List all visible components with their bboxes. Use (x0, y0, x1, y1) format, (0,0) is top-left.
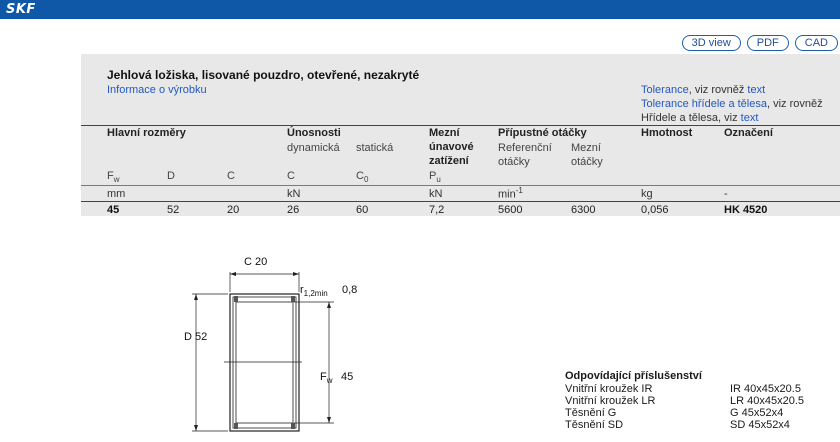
symbol-c-dynamic: C (287, 170, 295, 182)
header-lim-speed-1: Mezní (571, 142, 601, 154)
value-d: 52 (167, 204, 180, 216)
3d-view-button[interactable]: 3D view (682, 35, 741, 51)
accessories-title: Odpovídající příslušenství (565, 370, 702, 382)
needle-bottom-left (234, 423, 238, 429)
top-bar (0, 0, 840, 19)
accessory-row (565, 419, 835, 431)
symbol-fw: $F_w$ (107, 170, 120, 185)
shaft-tolerance-link[interactable]: Tolerance hřídele a tělesa (641, 98, 767, 110)
tolerance-note-text: , viz rovněž (688, 84, 745, 96)
needle-top-left (234, 296, 238, 302)
accessory-code: SD 45x52x4 (730, 419, 790, 431)
value-ref-speed: 5600 (498, 204, 523, 216)
skf-logo[interactable]: SKF (6, 2, 36, 17)
header-speeds: Přípustné otáčky (498, 127, 587, 139)
value-mass: 0,056 (641, 204, 669, 216)
product-panel (81, 54, 840, 216)
accessory-name: Vnitřní kroužek IR (565, 383, 653, 395)
accessory-row (565, 383, 835, 395)
header-divider (81, 125, 840, 126)
cad-button[interactable]: CAD (795, 35, 838, 51)
product-info-link[interactable]: Informace o výrobku (107, 84, 207, 96)
header-mass: Hmotnost (641, 127, 693, 139)
header-designation: Označení (724, 127, 773, 139)
units-divider (81, 201, 840, 202)
accessories-section (565, 370, 835, 431)
unit-kg: kg (641, 188, 653, 200)
fw-dimension-label: $F_w$ (320, 371, 333, 385)
header-load-dynamic: dynamická (287, 142, 340, 154)
needle-bore (236, 302, 293, 423)
tolerance-link[interactable]: Tolerance (641, 84, 689, 96)
unit-speed: $\min^{-1}$ (498, 186, 523, 201)
accessory-row (565, 407, 835, 419)
symbol-c: C (227, 170, 235, 182)
fw-dimension-value: 45 (341, 371, 354, 383)
d-dimension-label: D 52 (184, 331, 208, 343)
shafts-note-text: Hřídele a tělesa, viz (641, 112, 738, 124)
accessory-name: Těsnění SD (565, 419, 624, 431)
header-fatigue-2: únavové (429, 141, 474, 153)
accessory-code: G 45x52x4 (730, 407, 784, 419)
value-designation: HK 4520 (724, 204, 768, 216)
value-c: 20 (227, 204, 240, 216)
value-c0: 60 (356, 204, 369, 216)
header-load-static: statická (356, 142, 394, 154)
accessory-name: Těsnění G (565, 407, 617, 419)
shafts-text-link[interactable]: text (740, 112, 759, 124)
header-ref-speed-2: otáčky (498, 156, 530, 168)
symbol-c0: $C_0$ (356, 170, 369, 185)
value-fw: 45 (107, 204, 120, 216)
accessory-code: IR 40x45x20.5 (730, 383, 801, 395)
bearing-drawing (170, 250, 370, 440)
value-pu: 7,2 (429, 204, 445, 216)
needle-bottom-right (291, 423, 295, 429)
symbol-pu: $P_u$ (429, 170, 441, 185)
r-value: 0,8 (342, 284, 358, 296)
unit-kn-fatigue: kN (429, 188, 443, 200)
header-load-ratings: Únosnosti (287, 127, 341, 139)
accessory-code: LR 40x45x20.5 (730, 395, 804, 407)
product-title: Jehlová ložiska, lisované pouzdro, otevřené, nezakryté (107, 68, 420, 82)
unit-mm: mm (107, 188, 126, 200)
r-label: $r_{1,2min}$ (300, 284, 328, 298)
accessory-name: Vnitřní kroužek LR (565, 395, 656, 407)
tolerance-note (641, 84, 765, 96)
unit-designation: - (724, 188, 728, 200)
shaft-tolerance-note-text: , viz rovněž (766, 98, 823, 110)
tolerance-text-link[interactable]: text (747, 84, 766, 96)
symbol-d: D (167, 170, 175, 182)
header-ref-speed-1: Referenční (498, 142, 552, 154)
needle-top-right (291, 296, 295, 302)
shafts-note (641, 112, 758, 124)
c-dimension-label: C 20 (244, 256, 268, 268)
header-fatigue-1: Mezní (429, 127, 460, 139)
value-lim-speed: 6300 (571, 204, 596, 216)
value-c-dynamic: 26 (287, 204, 300, 216)
header-fatigue-3: zatížení (429, 155, 469, 167)
header-main-dimensions: Hlavní rozměry (107, 127, 186, 139)
header-lim-speed-2: otáčky (571, 156, 603, 168)
accessory-row (565, 395, 835, 407)
pdf-button[interactable]: PDF (747, 35, 789, 51)
unit-kn-load: kN (287, 188, 301, 200)
toolbar (682, 35, 838, 51)
symbols-divider (81, 185, 840, 186)
shaft-tolerance-note (641, 98, 823, 110)
